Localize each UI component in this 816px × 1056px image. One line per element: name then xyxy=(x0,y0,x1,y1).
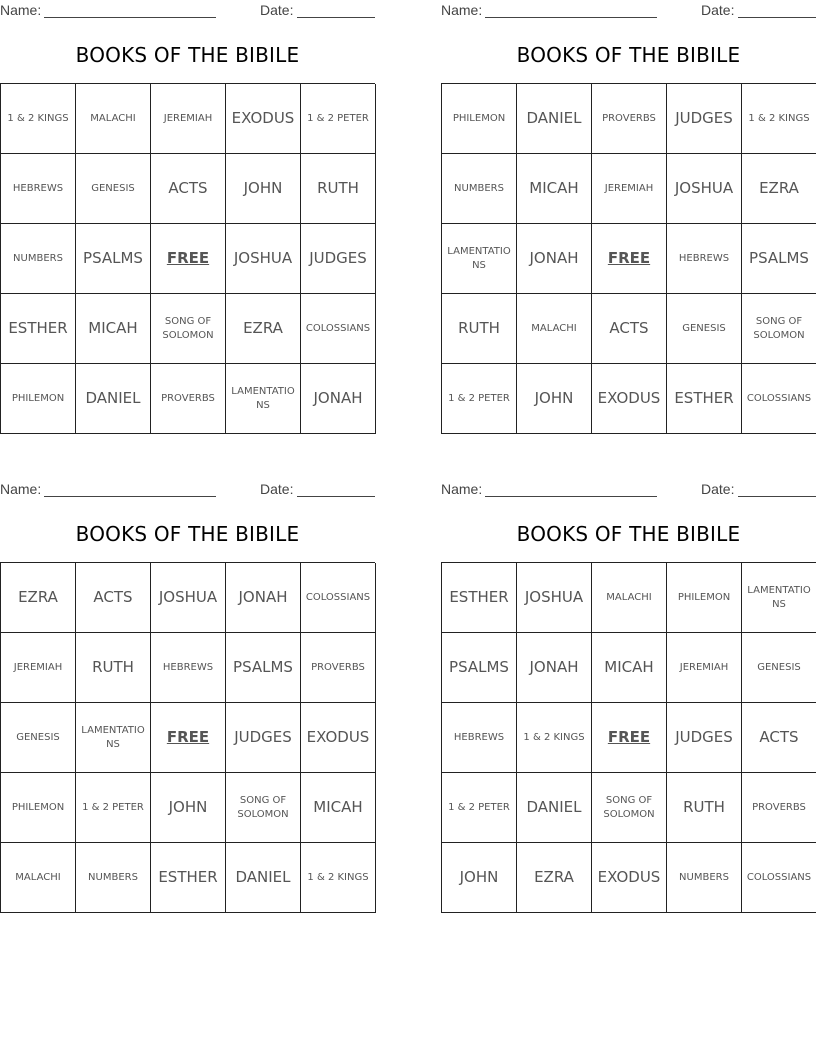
date-field[interactable] xyxy=(738,17,816,18)
name-date-line xyxy=(0,2,375,20)
bingo-cell[interactable]: DANIEL xyxy=(226,843,301,913)
bingo-cell[interactable]: RUTH xyxy=(76,633,151,703)
bingo-cell[interactable]: ACTS xyxy=(76,563,151,633)
bingo-cell[interactable]: ACTS xyxy=(592,294,667,364)
name-label: Name: xyxy=(441,2,483,18)
bingo-cell[interactable]: MICAH xyxy=(301,773,376,843)
bingo-cell[interactable]: HEBREWS xyxy=(151,633,226,703)
bingo-cell[interactable]: EZRA xyxy=(1,563,76,633)
free-space[interactable]: FREE xyxy=(151,224,226,294)
bingo-cell[interactable]: DANIEL xyxy=(517,84,592,154)
bingo-cell[interactable]: JONAH xyxy=(517,633,592,703)
bingo-cell[interactable]: ACTS xyxy=(742,703,816,773)
bingo-cell[interactable]: EZRA xyxy=(742,154,816,224)
bingo-cell[interactable]: DANIEL xyxy=(76,364,151,434)
bingo-cell[interactable]: COLOSSIANS xyxy=(742,364,816,434)
bingo-cell[interactable]: GENESIS xyxy=(742,633,816,703)
bingo-cell[interactable]: GENESIS xyxy=(76,154,151,224)
bingo-grid xyxy=(0,562,375,913)
bingo-cell[interactable]: JOHN xyxy=(226,154,301,224)
bingo-cell[interactable]: EZRA xyxy=(226,294,301,364)
bingo-cell[interactable]: PROVERBS xyxy=(742,773,816,843)
bingo-cell[interactable]: NUMBERS xyxy=(442,154,517,224)
date-label: Date: xyxy=(260,481,294,497)
bingo-cell[interactable]: 1 & 2 PETER xyxy=(442,364,517,434)
bingo-cell[interactable]: HEBREWS xyxy=(442,703,517,773)
bingo-cell[interactable]: JOSHUA xyxy=(151,563,226,633)
name-label: Name: xyxy=(441,481,483,497)
bingo-cell[interactable]: LAMENTATIONS xyxy=(76,703,151,773)
bingo-cell[interactable]: JUDGES xyxy=(226,703,301,773)
bingo-cell[interactable]: NUMBERS xyxy=(76,843,151,913)
bingo-cell[interactable]: GENESIS xyxy=(1,703,76,773)
date-label: Date: xyxy=(260,2,294,18)
bingo-cell[interactable]: RUTH xyxy=(442,294,517,364)
bingo-cell[interactable]: PHILEMON xyxy=(1,773,76,843)
card-title: BOOKS OF THE BIBILE xyxy=(75,522,300,546)
date-field[interactable] xyxy=(297,496,375,497)
bingo-cell[interactable]: 1 & 2 KINGS xyxy=(1,84,76,154)
name-field[interactable] xyxy=(485,17,657,18)
name-field[interactable] xyxy=(44,17,216,18)
bingo-cell[interactable]: MICAH xyxy=(592,633,667,703)
bingo-cell[interactable]: SONG OF SOLOMON xyxy=(226,773,301,843)
bingo-cell[interactable]: COLOSSIANS xyxy=(301,563,376,633)
name-label: Name: xyxy=(0,481,42,497)
bingo-cell[interactable]: RUTH xyxy=(667,773,742,843)
bingo-cell[interactable]: JOHN xyxy=(517,364,592,434)
bingo-cell[interactable]: JOSHUA xyxy=(667,154,742,224)
bingo-cell[interactable]: PSALMS xyxy=(442,633,517,703)
bingo-cell[interactable]: 1 & 2 KINGS xyxy=(742,84,816,154)
bingo-cell[interactable]: JOHN xyxy=(442,843,517,913)
bingo-cell[interactable]: PHILEMON xyxy=(442,84,517,154)
bingo-cell[interactable]: JEREMIAH xyxy=(1,633,76,703)
bingo-cell[interactable]: LAMENTATIONS xyxy=(442,224,517,294)
bingo-cell[interactable]: ESTHER xyxy=(151,843,226,913)
date-label: Date: xyxy=(701,2,735,18)
bingo-cell[interactable]: MALACHI xyxy=(1,843,76,913)
bingo-cell[interactable]: PSALMS xyxy=(226,633,301,703)
bingo-grid xyxy=(441,83,816,434)
bingo-cell[interactable]: JONAH xyxy=(226,563,301,633)
bingo-cell[interactable]: PROVERBS xyxy=(301,633,376,703)
bingo-cell[interactable]: ACTS xyxy=(151,154,226,224)
bingo-cell[interactable]: SONG OF SOLOMON xyxy=(592,773,667,843)
bingo-cell[interactable]: DANIEL xyxy=(517,773,592,843)
bingo-cell[interactable]: JEREMIAH xyxy=(592,154,667,224)
bingo-cell[interactable]: EXODUS xyxy=(592,364,667,434)
bingo-cell[interactable]: EXODUS xyxy=(226,84,301,154)
date-field[interactable] xyxy=(297,17,375,18)
bingo-cell[interactable]: MALACHI xyxy=(592,563,667,633)
bingo-cell[interactable]: JONAH xyxy=(517,224,592,294)
bingo-grid xyxy=(0,83,375,434)
card-title: BOOKS OF THE BIBILE xyxy=(516,522,741,546)
bingo-cell[interactable]: MALACHI xyxy=(517,294,592,364)
bingo-cell[interactable]: JOSHUA xyxy=(226,224,301,294)
bingo-cell[interactable]: HEBREWS xyxy=(1,154,76,224)
bingo-cell[interactable]: ESTHER xyxy=(442,563,517,633)
bingo-cell[interactable]: 1 & 2 KINGS xyxy=(301,843,376,913)
card-title: BOOKS OF THE BIBILE xyxy=(516,43,741,67)
date-field[interactable] xyxy=(738,496,816,497)
name-date-line xyxy=(0,481,375,499)
bingo-cell[interactable]: PSALMS xyxy=(76,224,151,294)
bingo-cell[interactable]: SONG OF SOLOMON xyxy=(151,294,226,364)
bingo-cell[interactable]: JONAH xyxy=(301,364,376,434)
free-space[interactable]: FREE xyxy=(592,703,667,773)
bingo-cell[interactable]: GENESIS xyxy=(667,294,742,364)
name-label: Name: xyxy=(0,2,42,18)
bingo-cell[interactable]: 1 & 2 PETER xyxy=(301,84,376,154)
bingo-cell[interactable]: EZRA xyxy=(517,843,592,913)
bingo-cell[interactable]: NUMBERS xyxy=(1,224,76,294)
bingo-cell[interactable]: MICAH xyxy=(76,294,151,364)
bingo-cell[interactable]: 1 & 2 PETER xyxy=(76,773,151,843)
bingo-cell[interactable]: COLOSSIANS xyxy=(742,843,816,913)
bingo-cell[interactable]: PHILEMON xyxy=(1,364,76,434)
bingo-cell[interactable]: JEREMIAH xyxy=(151,84,226,154)
bingo-cell[interactable]: RUTH xyxy=(301,154,376,224)
bingo-cell[interactable]: MALACHI xyxy=(76,84,151,154)
name-field[interactable] xyxy=(44,496,216,497)
bingo-cell[interactable]: ESTHER xyxy=(1,294,76,364)
bingo-cell[interactable]: SONG OF SOLOMON xyxy=(742,294,816,364)
bingo-cell[interactable]: MICAH xyxy=(517,154,592,224)
date-label: Date: xyxy=(701,481,735,497)
name-date-line xyxy=(441,2,816,20)
bingo-cell[interactable]: PHILEMON xyxy=(667,563,742,633)
bingo-cell[interactable]: 1 & 2 KINGS xyxy=(517,703,592,773)
bingo-cell[interactable]: EXODUS xyxy=(592,843,667,913)
bingo-cell[interactable]: HEBREWS xyxy=(667,224,742,294)
name-field[interactable] xyxy=(485,496,657,497)
bingo-cell[interactable]: 1 & 2 PETER xyxy=(442,773,517,843)
bingo-cell[interactable]: LAMENTATIONS xyxy=(226,364,301,434)
bingo-cell[interactable]: JUDGES xyxy=(301,224,376,294)
bingo-cell[interactable]: JEREMIAH xyxy=(667,633,742,703)
bingo-cell[interactable]: COLOSSIANS xyxy=(301,294,376,364)
name-date-line xyxy=(441,481,816,499)
card-title: BOOKS OF THE BIBILE xyxy=(75,43,300,67)
bingo-cell[interactable]: JUDGES xyxy=(667,703,742,773)
bingo-cell[interactable]: JOHN xyxy=(151,773,226,843)
bingo-cell[interactable]: PROVERBS xyxy=(592,84,667,154)
free-space[interactable]: FREE xyxy=(151,703,226,773)
bingo-cell[interactable]: PROVERBS xyxy=(151,364,226,434)
bingo-cell[interactable]: LAMENTATIONS xyxy=(742,563,816,633)
bingo-cell[interactable]: JOSHUA xyxy=(517,563,592,633)
bingo-grid xyxy=(441,562,816,913)
bingo-cell[interactable]: PSALMS xyxy=(742,224,816,294)
free-space[interactable]: FREE xyxy=(592,224,667,294)
bingo-cell[interactable]: JUDGES xyxy=(667,84,742,154)
bingo-cell[interactable]: NUMBERS xyxy=(667,843,742,913)
bingo-cell[interactable]: ESTHER xyxy=(667,364,742,434)
bingo-cell[interactable]: EXODUS xyxy=(301,703,376,773)
